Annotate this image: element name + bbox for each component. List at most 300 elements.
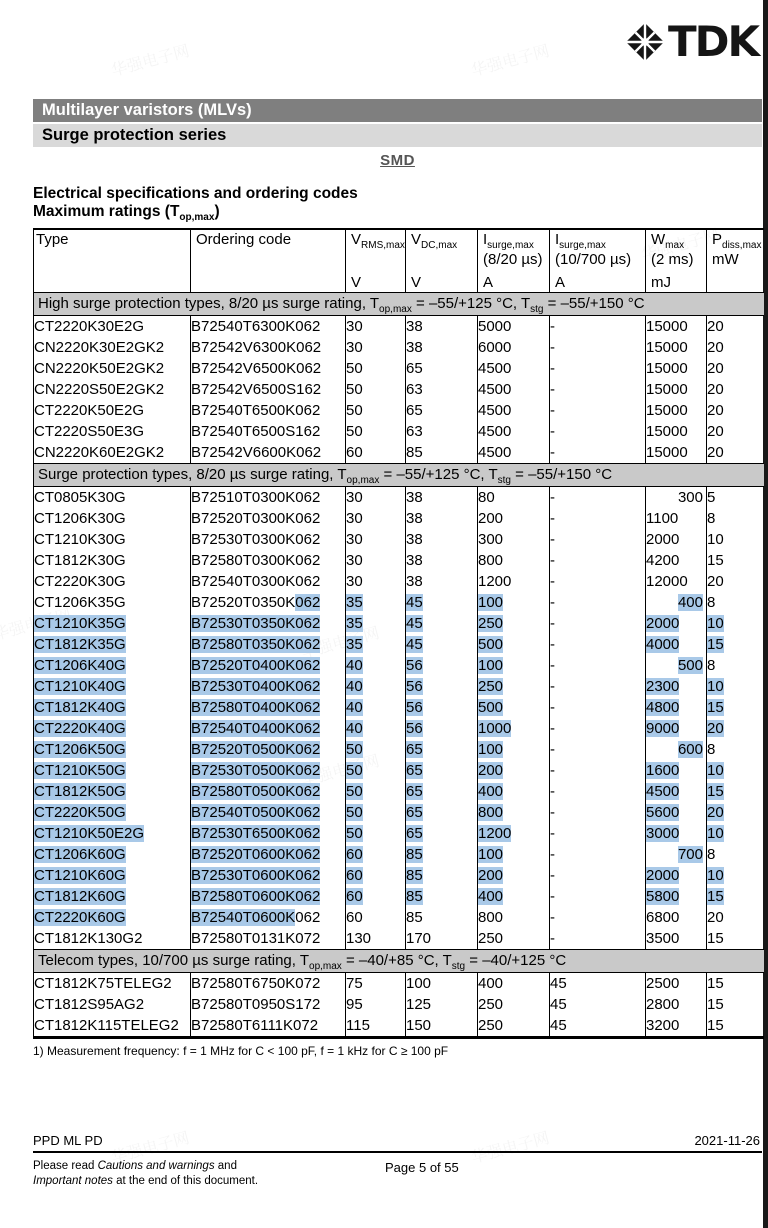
cell-code: B72580T0400K062 xyxy=(191,697,346,718)
cell-vrms: 30 xyxy=(346,571,406,592)
cell-i2: - xyxy=(550,781,646,802)
cell-i2: - xyxy=(550,697,646,718)
table-row xyxy=(34,844,764,865)
cell-i1: 250 xyxy=(478,994,550,1015)
cell-type: CT2220K50G xyxy=(34,802,191,823)
cell-code: B72520T0500K062 xyxy=(191,739,346,760)
cell-type: CT1812K35G xyxy=(34,634,191,655)
cell-i1: 800 xyxy=(478,907,550,928)
cell-type: CT2220K30G xyxy=(34,571,191,592)
section-header-row: Telecom types, 10/700 µs surge rating, $T_{op,max} = -40/+85$ °C, $T_{stg} = -40/+125$ °C xyxy=(34,950,764,973)
cell-w: 600 xyxy=(646,739,707,760)
cell-vrms: 75 xyxy=(346,973,406,995)
cell-code: B72542V6500S162 xyxy=(191,379,346,400)
cell-p: 15 xyxy=(707,781,764,802)
cell-w: 3200 xyxy=(646,1015,707,1038)
cell-code: B72520T0350K062 xyxy=(191,592,346,613)
cell-vdc: 45 xyxy=(406,592,478,613)
cell-code: B72540T0600K062 xyxy=(191,907,346,928)
cell-vrms: 30 xyxy=(346,550,406,571)
table-row xyxy=(34,928,764,950)
cell-i2: - xyxy=(550,529,646,550)
table-row xyxy=(34,400,764,421)
cell-code: B72540T0400K062 xyxy=(191,718,346,739)
brand-wordmark: TDK xyxy=(667,17,758,66)
cell-i2: - xyxy=(550,421,646,442)
cell-vrms: 50 xyxy=(346,358,406,379)
cell-p: 20 xyxy=(707,358,764,379)
cell-w: 3500 xyxy=(646,928,707,950)
cell-i1: 400 xyxy=(478,886,550,907)
cell-type: CT2220K50E2G xyxy=(34,400,191,421)
cell-i2: - xyxy=(550,802,646,823)
cell-i1: 1000 xyxy=(478,718,550,739)
cell-code: B72540T0300K062 xyxy=(191,571,346,592)
cell-w: 1600 xyxy=(646,760,707,781)
table-row xyxy=(34,739,764,760)
table-row xyxy=(34,487,764,509)
cell-w: 15000 xyxy=(646,400,707,421)
cell-i1: 250 xyxy=(478,1015,550,1038)
cell-w: 12000 xyxy=(646,571,707,592)
cell-type: CT1206K60G xyxy=(34,844,191,865)
cell-w: 700 xyxy=(646,844,707,865)
cell-p: 20 xyxy=(707,421,764,442)
cell-i2: - xyxy=(550,676,646,697)
cell-vdc: 100 xyxy=(406,973,478,995)
table-row xyxy=(34,718,764,739)
cell-vdc: 63 xyxy=(406,421,478,442)
cell-type: CT1812K130G2 xyxy=(34,928,191,950)
cell-i1: 1200 xyxy=(478,823,550,844)
cell-type: CT1812K60G xyxy=(34,886,191,907)
cell-i1: 800 xyxy=(478,550,550,571)
cell-vdc: 65 xyxy=(406,760,478,781)
cell-i1: 300 xyxy=(478,529,550,550)
cell-w: 2000 xyxy=(646,529,707,550)
cell-code: B72530T0400K062 xyxy=(191,676,346,697)
cell-p: 20 xyxy=(707,442,764,464)
footer-note-line2: Important notes at the end of this document. xyxy=(33,1175,259,1187)
cell-vdc: 65 xyxy=(406,802,478,823)
cell-vrms: 60 xyxy=(346,844,406,865)
cell-vdc: 85 xyxy=(406,442,478,464)
cell-code: B72580T0500K062 xyxy=(191,781,346,802)
column-header: $I_{surge,max}$ (10/700 µs) A xyxy=(550,229,646,293)
cell-type: CT1210K50G xyxy=(34,760,191,781)
cell-i2: - xyxy=(550,823,646,844)
cell-vdc: 85 xyxy=(406,907,478,928)
cell-w: 9000 xyxy=(646,718,707,739)
cell-vdc: 125 xyxy=(406,994,478,1015)
cell-type: CT2220K30E2G xyxy=(34,316,191,338)
table-body xyxy=(34,293,764,1038)
cell-i1: 250 xyxy=(478,613,550,634)
cell-w: 4200 xyxy=(646,550,707,571)
cell-i2: - xyxy=(550,379,646,400)
cell-vdc: 150 xyxy=(406,1015,478,1038)
table-row xyxy=(34,529,764,550)
table-row xyxy=(34,802,764,823)
cell-i1: 100 xyxy=(478,592,550,613)
cell-p: 20 xyxy=(707,316,764,338)
cell-code: B72580T6750K072 xyxy=(191,973,346,995)
cell-i1: 400 xyxy=(478,781,550,802)
cell-code: B72542V6300K062 xyxy=(191,337,346,358)
cell-w: 3000 xyxy=(646,823,707,844)
cell-w: 6800 xyxy=(646,907,707,928)
cell-vdc: 56 xyxy=(406,655,478,676)
table-row xyxy=(34,655,764,676)
section-heading: Electrical specifications and ordering codes xyxy=(33,185,358,202)
footer-divider xyxy=(33,1151,762,1153)
cell-code: B72580T0300K062 xyxy=(191,550,346,571)
cell-code: B72530T0300K062 xyxy=(191,529,346,550)
cell-i1: 200 xyxy=(478,508,550,529)
cell-vdc: 56 xyxy=(406,718,478,739)
cell-vdc: 45 xyxy=(406,634,478,655)
cell-vrms: 50 xyxy=(346,421,406,442)
cell-vrms: 40 xyxy=(346,718,406,739)
cell-type: CN2220S50E2GK2 xyxy=(34,379,191,400)
smd-link[interactable]: SMD xyxy=(380,152,415,169)
cell-vrms: 35 xyxy=(346,613,406,634)
cell-type: CT1812K75TELEG2 xyxy=(34,973,191,995)
cell-i1: 4500 xyxy=(478,379,550,400)
cell-vdc: 38 xyxy=(406,337,478,358)
cell-p: 10 xyxy=(707,865,764,886)
cell-p: 5 xyxy=(707,487,764,509)
cell-code: B72542V6600K062 xyxy=(191,442,346,464)
cell-vrms: 50 xyxy=(346,400,406,421)
cell-i1: 500 xyxy=(478,697,550,718)
cell-code: B72580T6111K072 xyxy=(191,1015,346,1038)
cell-p: 15 xyxy=(707,973,764,995)
table-row xyxy=(34,823,764,844)
table-row xyxy=(34,865,764,886)
table-row xyxy=(34,1015,764,1038)
cell-p: 20 xyxy=(707,379,764,400)
cell-i1: 250 xyxy=(478,928,550,950)
cell-i1: 5000 xyxy=(478,316,550,338)
cell-w: 1100 xyxy=(646,508,707,529)
cell-p: 15 xyxy=(707,550,764,571)
cell-vdc: 65 xyxy=(406,400,478,421)
column-header: $W_{max}$ (2 ms) mJ xyxy=(646,229,707,293)
cell-vdc: 85 xyxy=(406,844,478,865)
column-header: $V_{DC,max}$ V xyxy=(406,229,478,293)
cell-type: CT1210K35G xyxy=(34,613,191,634)
cell-w: 500 xyxy=(646,655,707,676)
table-row xyxy=(34,781,764,802)
table-row xyxy=(34,358,764,379)
column-header: Type xyxy=(34,229,191,293)
cell-p: 15 xyxy=(707,994,764,1015)
cell-vrms: 35 xyxy=(346,634,406,655)
cell-i2: - xyxy=(550,358,646,379)
cell-vdc: 65 xyxy=(406,739,478,760)
right-edge-strip xyxy=(763,0,768,1228)
cell-code: B72530T6500K062 xyxy=(191,823,346,844)
cell-type: CT1206K40G xyxy=(34,655,191,676)
series-title-bar: Multilayer varistors (MLVs) xyxy=(33,99,762,122)
cell-vdc: 65 xyxy=(406,823,478,844)
cell-p: 20 xyxy=(707,337,764,358)
cell-i2: - xyxy=(550,487,646,509)
cell-w: 2500 xyxy=(646,973,707,995)
cell-code: B72540T6500S162 xyxy=(191,421,346,442)
cell-vrms: 130 xyxy=(346,928,406,950)
footer-note xyxy=(33,1159,258,1189)
cell-p: 10 xyxy=(707,529,764,550)
cell-w: 15000 xyxy=(646,316,707,338)
column-header: $I_{surge,max}$ (8/20 µs) A xyxy=(478,229,550,293)
table-row xyxy=(34,907,764,928)
cell-type: CT1210K60G xyxy=(34,865,191,886)
cell-p: 8 xyxy=(707,655,764,676)
table-row xyxy=(34,613,764,634)
cell-i2: - xyxy=(550,400,646,421)
cell-w: 15000 xyxy=(646,337,707,358)
table-row xyxy=(34,571,764,592)
cell-type: CN2220K50E2GK2 xyxy=(34,358,191,379)
table-row xyxy=(34,592,764,613)
footnote: 1) Measurement frequency: f = 1 MHz for C < 100 pF, f = 1 kHz for C ≥ 100 pF xyxy=(33,1044,449,1058)
column-header: $P_{diss,max}$ mW xyxy=(707,229,764,293)
cell-p: 20 xyxy=(707,907,764,928)
cell-type: CT1206K50G xyxy=(34,739,191,760)
cell-type: CN2220K60E2GK2 xyxy=(34,442,191,464)
cell-p: 10 xyxy=(707,613,764,634)
cell-vdc: 85 xyxy=(406,865,478,886)
cell-vdc: 38 xyxy=(406,571,478,592)
cell-w: 15000 xyxy=(646,358,707,379)
cell-p: 8 xyxy=(707,739,764,760)
cell-vrms: 40 xyxy=(346,676,406,697)
cell-vrms: 60 xyxy=(346,865,406,886)
cell-w: 15000 xyxy=(646,442,707,464)
cell-p: 15 xyxy=(707,1015,764,1038)
cell-w: 5600 xyxy=(646,802,707,823)
document-date: 2021-11-26 xyxy=(694,1133,760,1148)
table-row xyxy=(34,697,764,718)
cell-i2: - xyxy=(550,655,646,676)
cell-vrms: 30 xyxy=(346,337,406,358)
cell-code: B72520T0400K062 xyxy=(191,655,346,676)
brand-logo xyxy=(625,17,758,66)
cell-vdc: 38 xyxy=(406,529,478,550)
cell-vrms: 30 xyxy=(346,316,406,338)
cell-vdc: 38 xyxy=(406,316,478,338)
table-row xyxy=(34,550,764,571)
cell-type: CT1812K115TELEG2 xyxy=(34,1015,191,1038)
cell-vdc: 65 xyxy=(406,781,478,802)
cell-i2: - xyxy=(550,907,646,928)
cell-p: 15 xyxy=(707,928,764,950)
table-row xyxy=(34,634,764,655)
cell-i1: 100 xyxy=(478,655,550,676)
cell-i1: 200 xyxy=(478,865,550,886)
cell-vrms: 50 xyxy=(346,739,406,760)
cell-i1: 500 xyxy=(478,634,550,655)
cell-p: 15 xyxy=(707,634,764,655)
cell-vrms: 95 xyxy=(346,994,406,1015)
cell-i2: - xyxy=(550,844,646,865)
table-row xyxy=(34,442,764,464)
cell-i1: 250 xyxy=(478,676,550,697)
section-header-row: High surge protection types, 8/20 µs surge rating, $T_{op,max} = -55/+125$ °C, $T_{stg} = -55/+150$ °C xyxy=(34,293,764,316)
cell-code: B72520T0600K062 xyxy=(191,844,346,865)
cell-p: 8 xyxy=(707,844,764,865)
cell-i2: - xyxy=(550,865,646,886)
cell-vrms: 35 xyxy=(346,592,406,613)
cell-i1: 4500 xyxy=(478,421,550,442)
cell-code: B72542V6500K062 xyxy=(191,358,346,379)
subsection-heading: Maximum ratings $(T_{op,max})$ xyxy=(33,203,220,224)
cell-p: 8 xyxy=(707,592,764,613)
cell-type: CT1206K30G xyxy=(34,508,191,529)
cell-type: CT1812K40G xyxy=(34,697,191,718)
cell-vrms: 40 xyxy=(346,697,406,718)
cell-p: 20 xyxy=(707,718,764,739)
cell-w: 2300 xyxy=(646,676,707,697)
table-row xyxy=(34,973,764,995)
cell-code: B72530T0500K062 xyxy=(191,760,346,781)
watermark xyxy=(468,38,551,81)
cell-w: 4500 xyxy=(646,781,707,802)
cell-code: B72530T0350K062 xyxy=(191,613,346,634)
cell-vrms: 50 xyxy=(346,802,406,823)
watermark xyxy=(468,1125,551,1168)
cell-type: CT1812K50G xyxy=(34,781,191,802)
section-header-row: Surge protection types, 8/20 µs surge rating, $T_{op,max} = -55/+125$ °C, $T_{stg} = -55/+150$ °C xyxy=(34,464,764,487)
cell-type: CT1812S95AG2 xyxy=(34,994,191,1015)
cell-vdc: 56 xyxy=(406,697,478,718)
cell-w: 300 xyxy=(646,487,707,509)
cell-w: 4800 xyxy=(646,697,707,718)
cell-vrms: 40 xyxy=(346,655,406,676)
cell-type: CT1210K50E2G xyxy=(34,823,191,844)
cell-i1: 1200 xyxy=(478,571,550,592)
cell-i2: - xyxy=(550,337,646,358)
cell-code: B72580T0350K062 xyxy=(191,634,346,655)
cell-i2: - xyxy=(550,571,646,592)
table-row xyxy=(34,886,764,907)
column-header: Ordering code xyxy=(191,229,346,293)
cell-vdc: 63 xyxy=(406,379,478,400)
cell-code: B72510T0300K062 xyxy=(191,487,346,509)
cell-w: 15000 xyxy=(646,421,707,442)
cell-vdc: 38 xyxy=(406,508,478,529)
cell-w: 15000 xyxy=(646,379,707,400)
cell-i2: - xyxy=(550,592,646,613)
watermark xyxy=(108,38,191,81)
cell-vdc: 65 xyxy=(406,358,478,379)
cell-code: B72530T0600K062 xyxy=(191,865,346,886)
cell-i2: - xyxy=(550,508,646,529)
cell-vrms: 30 xyxy=(346,529,406,550)
cell-code: B72540T6500K062 xyxy=(191,400,346,421)
cell-vrms: 50 xyxy=(346,760,406,781)
table-row xyxy=(34,994,764,1015)
table-header-row xyxy=(34,229,764,293)
cell-i2: 45 xyxy=(550,994,646,1015)
cell-i2: - xyxy=(550,316,646,338)
cell-vdc: 56 xyxy=(406,676,478,697)
cell-type: CT1210K40G xyxy=(34,676,191,697)
cell-i1: 100 xyxy=(478,739,550,760)
cell-type: CT1210K30G xyxy=(34,529,191,550)
cell-p: 10 xyxy=(707,676,764,697)
table-row xyxy=(34,316,764,338)
table-row xyxy=(34,379,764,400)
cell-type: CT1812K30G xyxy=(34,550,191,571)
table-row xyxy=(34,760,764,781)
cell-vrms: 60 xyxy=(346,442,406,464)
cell-w: 4000 xyxy=(646,634,707,655)
cell-vrms: 30 xyxy=(346,508,406,529)
cell-code: B72540T0500K062 xyxy=(191,802,346,823)
cell-p: 15 xyxy=(707,886,764,907)
cell-type: CT0805K30G xyxy=(34,487,191,509)
cell-code: B72580T0950S172 xyxy=(191,994,346,1015)
cell-vrms: 115 xyxy=(346,1015,406,1038)
cell-i2: - xyxy=(550,550,646,571)
document-code: PPD ML PD xyxy=(33,1133,103,1148)
footer-note-line1: Please read Cautions and warnings and xyxy=(33,1160,237,1172)
cell-i1: 4500 xyxy=(478,442,550,464)
cell-vdc: 85 xyxy=(406,886,478,907)
table-row xyxy=(34,337,764,358)
cell-i1: 80 xyxy=(478,487,550,509)
cell-i2: - xyxy=(550,886,646,907)
cell-i2: 45 xyxy=(550,1015,646,1038)
cell-type: CT2220S50E3G xyxy=(34,421,191,442)
cell-i2: - xyxy=(550,718,646,739)
cell-code: B72520T0300K062 xyxy=(191,508,346,529)
cell-code: B72540T6300K062 xyxy=(191,316,346,338)
cell-i1: 400 xyxy=(478,973,550,995)
cell-i2: 45 xyxy=(550,973,646,995)
cell-p: 10 xyxy=(707,823,764,844)
cell-type: CT2220K40G xyxy=(34,718,191,739)
cell-p: 15 xyxy=(707,697,764,718)
cell-w: 2800 xyxy=(646,994,707,1015)
cell-type: CT1206K35G xyxy=(34,592,191,613)
cell-vrms: 60 xyxy=(346,907,406,928)
spec-table xyxy=(33,228,764,1039)
cell-vdc: 45 xyxy=(406,613,478,634)
cell-p: 20 xyxy=(707,571,764,592)
cell-i2: - xyxy=(550,634,646,655)
cell-i1: 4500 xyxy=(478,400,550,421)
table-row xyxy=(34,676,764,697)
cell-type: CT2220K60G xyxy=(34,907,191,928)
cell-i2: - xyxy=(550,442,646,464)
cell-vrms: 50 xyxy=(346,379,406,400)
column-header: $V_{RMS,max}$ V xyxy=(346,229,406,293)
cell-w: 5800 xyxy=(646,886,707,907)
cell-i1: 100 xyxy=(478,844,550,865)
cell-p: 8 xyxy=(707,508,764,529)
cell-w: 400 xyxy=(646,592,707,613)
cell-i2: - xyxy=(550,613,646,634)
cell-p: 20 xyxy=(707,400,764,421)
cell-w: 2000 xyxy=(646,613,707,634)
cell-i1: 4500 xyxy=(478,358,550,379)
table-row xyxy=(34,421,764,442)
cell-vrms: 30 xyxy=(346,487,406,509)
